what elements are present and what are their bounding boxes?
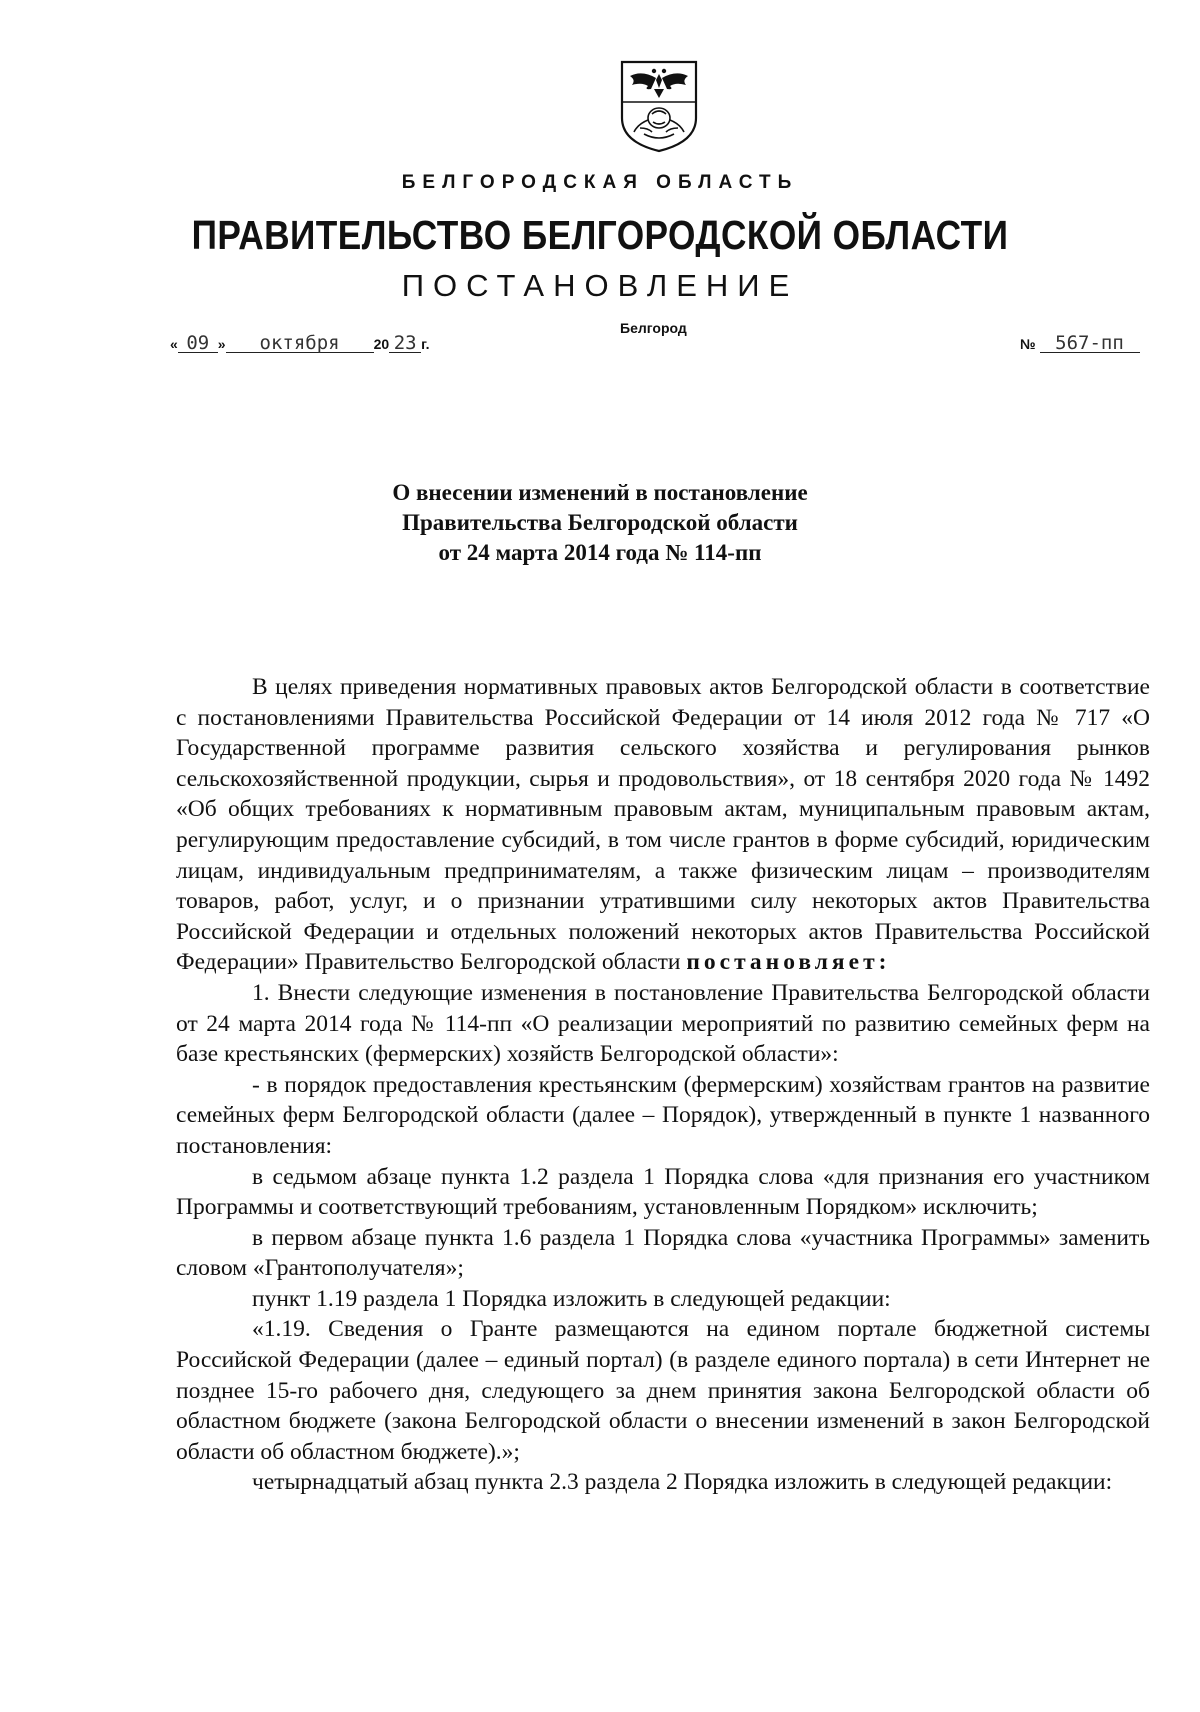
- title-line-2: Правительства Белгородской области: [402, 510, 798, 535]
- document-type: ПОСТАНОВЛЕНИЕ: [401, 268, 799, 303]
- date-century: 20: [373, 336, 390, 352]
- paragraph-amend-2-3: четырнадцатый абзац пункта 2.3 раздела 2 Порядка изложить в следующей редакции:: [252, 1469, 1113, 1496]
- document-date: [170, 334, 490, 364]
- region-name: БЕЛГОРОДСКАЯ ОБЛАСТЬ: [401, 172, 799, 193]
- paragraph-procedure: - в порядок предоставления крестьянским (фермерским) хозяйствам грантов на развитие семейных ферм Белгородской области (далее – Порядок), утвержденный в пункте 1 названного постановления:: [176, 1071, 1150, 1159]
- paragraph-item-1: 1. Внести следующие изменения в постановление Правительства Белгородской области от 24 марта 2014 года № 114-пп «О реализации мероприятий по развитию семейных ферм на базе крестьянских (фермерских) хозяйств Белгородской области»:: [176, 979, 1150, 1068]
- date-month: октября: [226, 334, 374, 353]
- preamble-text: В целях приведения нормативных правовых актов Белгородской области в соответствие с постановлениями Правительства Российской Федерации от 14 июля 2012 года № 717 «О Государственной программе развития сельского хозяйства и регулирования рынков сельскохозяйственной продукции, сырья и продовольствия», от 18 сентября 2020 года № 1492 «Об общих требованиях к нормативным правовым актам, муниципальным правовым актам, регулирующим предоставление субсидий, в том числе грантов в форме субсидий, юридическим лицам, индивидуальным предпринимателям, а также физическим лицам – производителям товаров, работ, услуг, и о признании утратившими силу некоторых актов Правительства Российской Федерации и отдельных положений некоторых актов Правительства Российской Федерации» Правительство Белгородской области: [176, 674, 1150, 976]
- decree-word: постановляет:: [686, 949, 891, 976]
- paragraph-amend-1-19-text: «1.19. Сведения о Гранте размещаются на едином портале бюджетной системы Российской Федерации (далее – единый портал) (в разделе единого портала) в сети Интернет не позднее 15-го рабочего дня, следующего за днем принятия закона Белгородской области об областном бюджете (закона Белгородской области о внесении изменений в закон Белгородской области об областном бюджете).»;: [176, 1316, 1150, 1465]
- date-suffix: г.: [421, 336, 430, 352]
- paragraph-amend-1-19-intro: пункт 1.19 раздела 1 Порядка изложить в следующей редакции:: [252, 1285, 891, 1312]
- date-close-quote: »: [217, 336, 226, 352]
- title-line-3: от 24 марта 2014 года № 114-пп: [438, 540, 762, 565]
- document-title: [0, 478, 1200, 568]
- paragraph-preamble: [176, 672, 1150, 978]
- paragraph-amend-1-2: в седьмом абзаце пункта 1.2 раздела 1 Порядка слова «для признания его участником Программы и соответствующий требованиям, установленным Порядком» исключить;: [176, 1163, 1150, 1221]
- document-number: [1020, 334, 1140, 353]
- number-value: 567-пп: [1040, 334, 1140, 353]
- document-body: [176, 672, 1150, 1498]
- number-prefix: №: [1020, 336, 1036, 352]
- government-name: ПРАВИТЕЛЬСТВО БЕЛГОРОДСКОЙ ОБЛАСТИ: [191, 212, 1009, 258]
- city-name: Белгород: [620, 320, 687, 336]
- title-line-1: О внесении изменений в постановление: [392, 480, 808, 505]
- date-open-quote: «: [170, 336, 178, 352]
- paragraph-amend-1-6: в первом абзаце пункта 1.6 раздела 1 Порядка слова «участника Программы» заменить словом «Грантополучателя»;: [176, 1224, 1150, 1282]
- coat-of-arms-emblem: [618, 58, 700, 154]
- date-year: 23: [389, 334, 421, 353]
- date-day: 09: [178, 334, 218, 353]
